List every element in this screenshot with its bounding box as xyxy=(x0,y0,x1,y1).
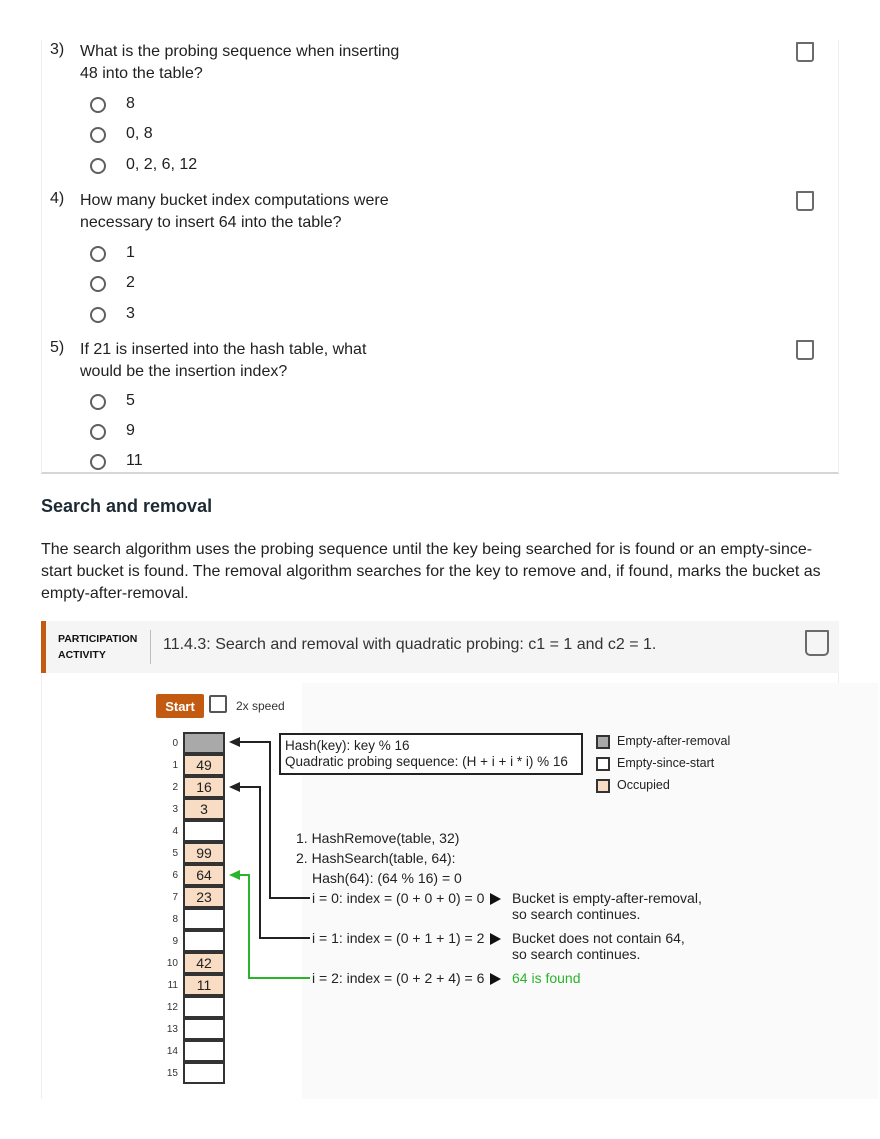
legend-label: Empty-after-removal xyxy=(617,734,731,748)
slot-index: 11 xyxy=(167,980,178,991)
slot-index: 15 xyxy=(166,1068,178,1079)
question-number: 4) xyxy=(50,190,65,207)
note-0-line-1: Bucket is empty-after-removal, xyxy=(512,890,702,906)
q5-option-2[interactable] xyxy=(90,422,290,444)
note-0-line-2: so search continues. xyxy=(512,906,641,922)
slot-index: 3 xyxy=(172,804,178,815)
label-line-1: PARTICIPATION xyxy=(58,633,138,645)
slot-index: 13 xyxy=(166,1024,178,1035)
slot-0 xyxy=(183,732,225,754)
play-arrow-icon xyxy=(490,973,501,985)
slot-2: 16 xyxy=(183,776,225,798)
play-arrow-icon xyxy=(490,893,501,905)
start-button[interactable]: Start xyxy=(156,694,204,718)
slot-index: 0 xyxy=(172,738,178,749)
legend-swatch-occupied xyxy=(596,779,610,793)
quiz-panel xyxy=(41,40,839,474)
question-number: 5) xyxy=(50,339,65,356)
hash-function-box xyxy=(279,733,583,775)
option-label: 1 xyxy=(126,244,135,261)
radio-icon[interactable] xyxy=(90,97,106,113)
slot-index: 1 xyxy=(172,760,178,771)
header-divider xyxy=(150,630,151,664)
radio-icon[interactable] xyxy=(90,246,106,262)
legend-label: Occupied xyxy=(617,778,670,792)
note-1-line-1: Bucket does not contain 64, xyxy=(512,930,685,946)
option-label: 3 xyxy=(126,305,135,322)
radio-icon[interactable] xyxy=(90,394,106,410)
question-3-complete-icon xyxy=(796,42,814,62)
legend-label: Empty-since-start xyxy=(617,756,715,770)
step-search: 2. HashSearch(table, 64): xyxy=(296,850,456,866)
question-5-complete-icon xyxy=(796,340,814,360)
q5-option-1[interactable] xyxy=(90,392,290,414)
slot-11: 11 xyxy=(183,974,225,996)
option-label: 5 xyxy=(126,392,135,409)
slot-5: 99 xyxy=(183,842,225,864)
step-hash: Hash(64): (64 % 16) = 0 xyxy=(312,870,462,886)
slot-index: 12 xyxy=(166,1002,178,1013)
slot-index: 5 xyxy=(172,848,178,859)
q3-option-2[interactable] xyxy=(90,125,290,147)
slot-7: 23 xyxy=(183,886,225,908)
section-heading: Search and removal xyxy=(41,496,213,516)
option-label: 9 xyxy=(126,422,135,439)
activity-title: 11.4.3: Search and removal with quadratic probing: c1 = 1 and c2 = 1. xyxy=(163,636,657,653)
slot-index: 7 xyxy=(172,892,178,903)
hash-function-line: Hash(key): key % 16 xyxy=(285,738,410,753)
question-4-complete-icon xyxy=(796,191,814,211)
slot-14 xyxy=(183,1040,225,1062)
radio-icon[interactable] xyxy=(90,454,106,470)
radio-icon[interactable] xyxy=(90,276,106,292)
question-number: 3) xyxy=(50,41,65,58)
slot-index: 9 xyxy=(172,936,178,947)
slot-index: 4 xyxy=(172,826,178,837)
slot-9 xyxy=(183,930,225,952)
question-text: If 21 is inserted into the hash table, what would be the insertion index? xyxy=(80,341,367,380)
probe-2: i = 2: index = (0 + 2 + 4) = 6 xyxy=(312,970,485,986)
probe-0: i = 0: index = (0 + 0 + 0) = 0 xyxy=(312,890,485,906)
radio-icon[interactable] xyxy=(90,424,106,440)
note-found: 64 is found xyxy=(512,970,581,986)
slot-index: 14 xyxy=(166,1046,178,1057)
radio-icon[interactable] xyxy=(90,307,106,323)
q4-option-2[interactable] xyxy=(90,274,290,296)
q4-option-3[interactable] xyxy=(90,305,290,327)
slot-index: 10 xyxy=(166,958,178,969)
slot-4 xyxy=(183,820,225,842)
legend-swatch-removed xyxy=(596,735,610,749)
slot-3: 3 xyxy=(183,798,225,820)
question-text: What is the probing sequence when inserting 48 into the table? xyxy=(80,43,400,82)
q3-option-3[interactable] xyxy=(90,156,290,178)
activity-header xyxy=(41,621,839,673)
slot-index: 8 xyxy=(172,914,178,925)
slot-10: 42 xyxy=(183,952,225,974)
activity-complete-icon xyxy=(805,630,829,656)
option-label: 11 xyxy=(126,452,143,469)
radio-icon[interactable] xyxy=(90,127,106,143)
slot-index: 6 xyxy=(172,870,178,881)
section-paragraph: The search algorithm uses the probing sequence until the key being searched for is found or an empty-since-start bucket is found. The removal algorithm searches for the key to remove and, if found, marks the bucket as empty-after-removal. xyxy=(41,541,821,602)
participation-activity-label xyxy=(58,631,137,663)
q4-option-1[interactable] xyxy=(90,244,290,266)
slot-8 xyxy=(183,908,225,930)
option-label: 2 xyxy=(126,274,135,291)
legend-swatch-empty xyxy=(596,757,610,771)
speed-label: 2x speed xyxy=(236,699,285,713)
slot-13 xyxy=(183,1018,225,1040)
note-1-line-2: so search continues. xyxy=(512,946,641,962)
probing-sequence-line: Quadratic probing sequence: (H + i + i * i) % 16 xyxy=(285,754,568,769)
probe-1: i = 1: index = (0 + 1 + 1) = 2 xyxy=(312,930,485,946)
step-remove: 1. HashRemove(table, 32) xyxy=(296,830,460,846)
option-label: 0, 8 xyxy=(126,125,153,142)
slot-12 xyxy=(183,996,225,1018)
option-label: 8 xyxy=(126,95,135,112)
label-line-2: ACTIVITY xyxy=(58,649,106,661)
question-text: How many bucket index computations were necessary to insert 64 into the table? xyxy=(80,192,389,231)
slot-6: 64 xyxy=(183,864,225,886)
slot-1: 49 xyxy=(183,754,225,776)
q3-option-1[interactable] xyxy=(90,95,290,117)
q5-option-3[interactable] xyxy=(90,452,290,474)
option-label: 0, 2, 6, 12 xyxy=(126,156,198,173)
radio-icon[interactable] xyxy=(90,158,106,174)
slot-15 xyxy=(183,1062,225,1084)
slot-index: 2 xyxy=(172,782,178,793)
play-arrow-icon xyxy=(490,933,501,945)
speed-checkbox[interactable] xyxy=(209,695,227,713)
